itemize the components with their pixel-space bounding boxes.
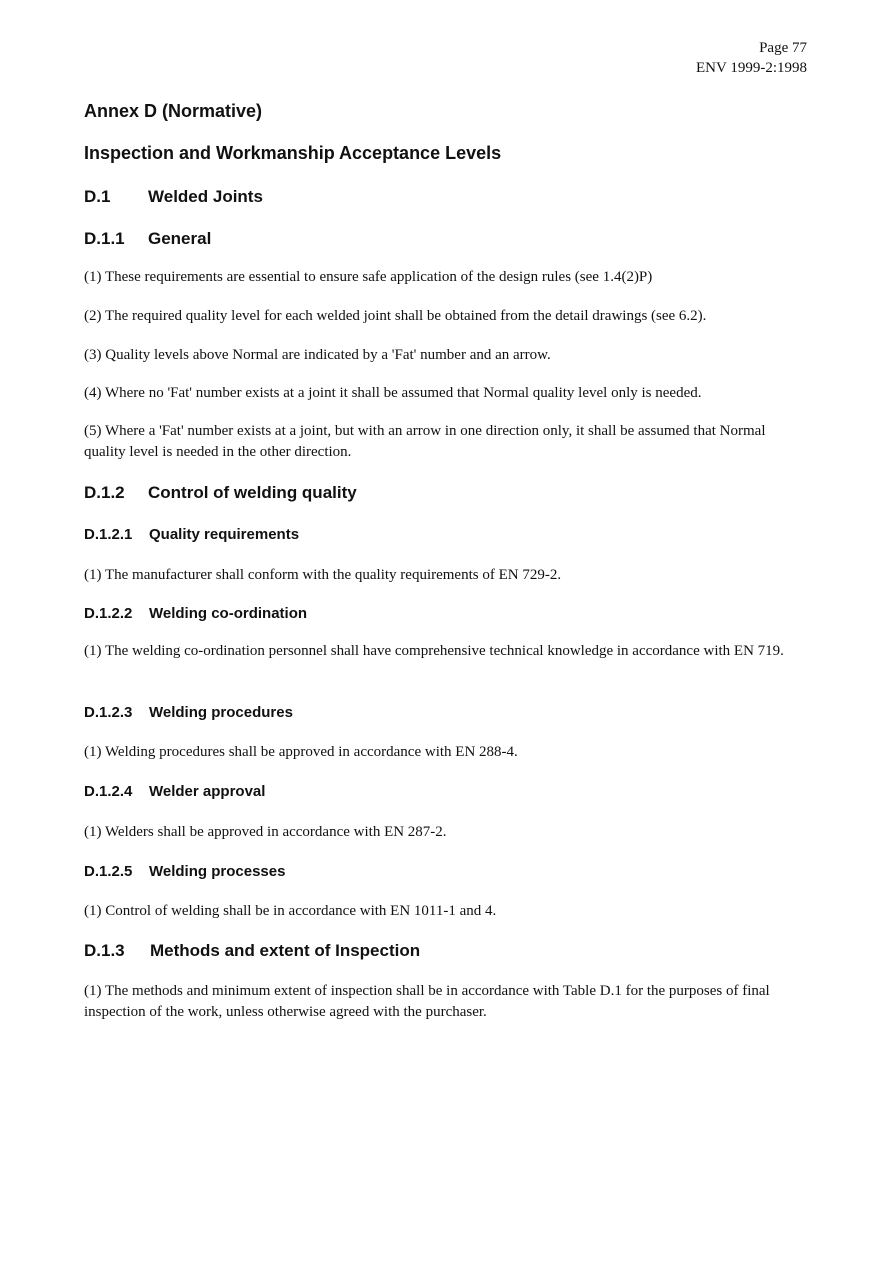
page-header <box>696 38 807 78</box>
subsection-number: D.1.2.1 <box>84 526 133 543</box>
paragraph: (4) Where no 'Fat' number exists at a joint it shall be assumed that Normal quality level only is needed. <box>84 385 702 401</box>
page-number: Page 77 <box>759 40 807 56</box>
paragraph: (1) These requirements are essential to ensure safe application of the design rules (see 1.4(2)P) <box>84 269 653 285</box>
paragraph: (1) Control of welding shall be in accordance with EN 1011-1 and 4. <box>84 903 497 919</box>
section-title: Methods and extent of Inspection <box>150 941 421 960</box>
section-title: Welded Joints <box>148 187 263 206</box>
subsection-title: Welding processes <box>149 863 286 880</box>
subsection-heading-d123 <box>84 704 293 721</box>
section-heading-d11 <box>84 229 211 249</box>
section-number: D.1 <box>84 187 111 206</box>
paragraph: (1) Welders shall be approved in accordance with EN 287-2. <box>84 824 447 840</box>
paragraph: (2) The required quality level for each welded joint shall be obtained from the detail drawings (see 6.2). <box>84 308 707 324</box>
section-title: Control of welding quality <box>148 483 357 502</box>
section-number: D.1.2 <box>84 483 125 502</box>
subsection-heading-d124 <box>84 783 265 800</box>
subsection-title: Welder approval <box>149 783 266 800</box>
paragraph: (1) The methods and minimum extent of inspection shall be in accordance with Table D.1 for the purposes of final inspection of the work, unless otherwise agreed with the purchaser. <box>84 983 770 1020</box>
subsection-heading-d122 <box>84 605 307 622</box>
annex-title: Annex D (Normative) <box>84 101 263 121</box>
subsection-number: D.1.2.3 <box>84 704 133 721</box>
paragraph: (1) The welding co-ordination personnel shall have comprehensive technical knowledge in accordance with EN 719. <box>84 643 784 659</box>
subsection-heading-d121 <box>84 526 299 543</box>
document-reference: ENV 1999-2:1998 <box>696 60 807 76</box>
section-heading-d13 <box>84 941 420 961</box>
annex-subtitle: Inspection and Workmanship Acceptance Levels <box>84 143 502 163</box>
section-number: D.1.1 <box>84 229 125 248</box>
subsection-title: Quality requirements <box>149 526 300 543</box>
section-heading-d1 <box>84 187 263 207</box>
subsection-title: Welding procedures <box>149 704 293 721</box>
paragraph: (1) The manufacturer shall conform with the quality requirements of EN 729-2. <box>84 567 562 583</box>
subsection-number: D.1.2.2 <box>84 605 133 622</box>
section-title: General <box>148 229 212 248</box>
paragraph: (3) Quality levels above Normal are indicated by a 'Fat' number and an arrow. <box>84 347 551 363</box>
section-heading-d12 <box>84 483 357 503</box>
subsection-number: D.1.2.4 <box>84 783 133 800</box>
paragraph: (5) Where a 'Fat' number exists at a joint, but with an arrow in one direction only, it shall be assumed that Normal quality level is needed in the other direction. <box>84 423 766 460</box>
subsection-number: D.1.2.5 <box>84 863 133 880</box>
subsection-heading-d125 <box>84 863 285 880</box>
paragraph: (1) Welding procedures shall be approved in accordance with EN 288-4. <box>84 744 518 760</box>
section-number: D.1.3 <box>84 941 125 960</box>
subsection-title: Welding co-ordination <box>149 605 308 622</box>
